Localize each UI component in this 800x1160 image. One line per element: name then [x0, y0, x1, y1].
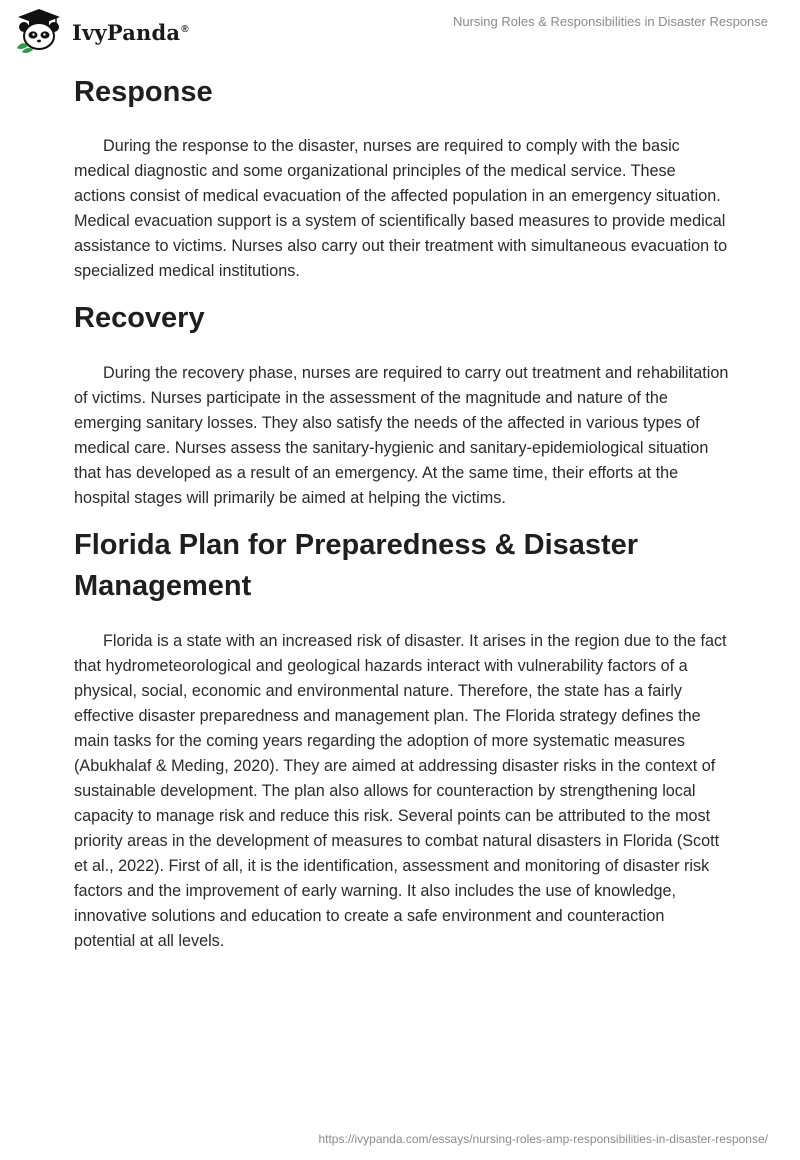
logo-wordmark-text: IvyPanda [72, 19, 181, 45]
section-heading-response: Response [74, 76, 213, 108]
section-heading-florida-plan: Florida Plan for Preparedness & Disaster Management [74, 529, 639, 602]
section-heading-recovery: Recovery [74, 302, 205, 334]
panda-graduate-logo-icon [14, 8, 64, 54]
registered-mark: ® [181, 23, 189, 35]
article-body [74, 70, 730, 954]
section-paragraph-recovery: During the recovery phase, nurses are required to carry out treatment and rehabilitation of victims. Nurses participate in the assessment of the magnitude and nature of the emerging sanitary losses. They also satisfy the needs of the affected in various types of medical care. Nurses assess the sanitary-hygienic and sanitary-epidemiological situation that has developed as a result of an emergency. At the same time, their efforts at the hospital stages will primarily be aimed at helping the victims. [74, 364, 729, 507]
page-header [0, 0, 800, 60]
document-title: Nursing Roles & Responsibilities in Disaster Response [452, 14, 768, 29]
logo-wordmark [72, 20, 189, 45]
source-url[interactable]: https://ivypanda.com/essays/nursing-roles-amp-responsibilities-in-disaster-response/ [318, 1132, 768, 1146]
section-paragraph-response: During the response to the disaster, nurses are required to comply with the basic medical diagnostic and some organizational principles of the medical service. These actions consist of medical evacuation of the affected population in an emergency situation. Medical evacuation support is a system of scientifically based measures to provide medical assistance to victims. Nurses also carry out their treatment with simultaneous evacuation to specialized medical institutions. [74, 137, 728, 280]
section-paragraph-florida-plan: Florida is a state with an increased risk of disaster. It arises in the region due to the fact that hydrometeorological and geological hazards interact with vulnerability factors of a physical, social, economic and environmental nature. Therefore, the state has a fairly effective disaster preparedness and management plan. The Florida strategy defines the main tasks for the coming years regarding the adoption of more systematic measures (Abukhalaf & Meding, 2020). They are aimed at addressing disaster risks in the context of sustainable development. The plan also allows for counteraction by strengthening local capacity to manage risk and reduce this risk. Several points can be attributed to the most priority areas in the development of measures to combat natural disasters in Florida (Scott et al., 2022). First of all, it is the identification, assessment and monitoring of disaster risk factors and the improvement of early warning. It also includes the use of knowledge, innovative solutions and education to create a safe environment and counteraction potential at all levels. [74, 632, 727, 950]
ivypanda-logo[interactable] [14, 8, 189, 54]
